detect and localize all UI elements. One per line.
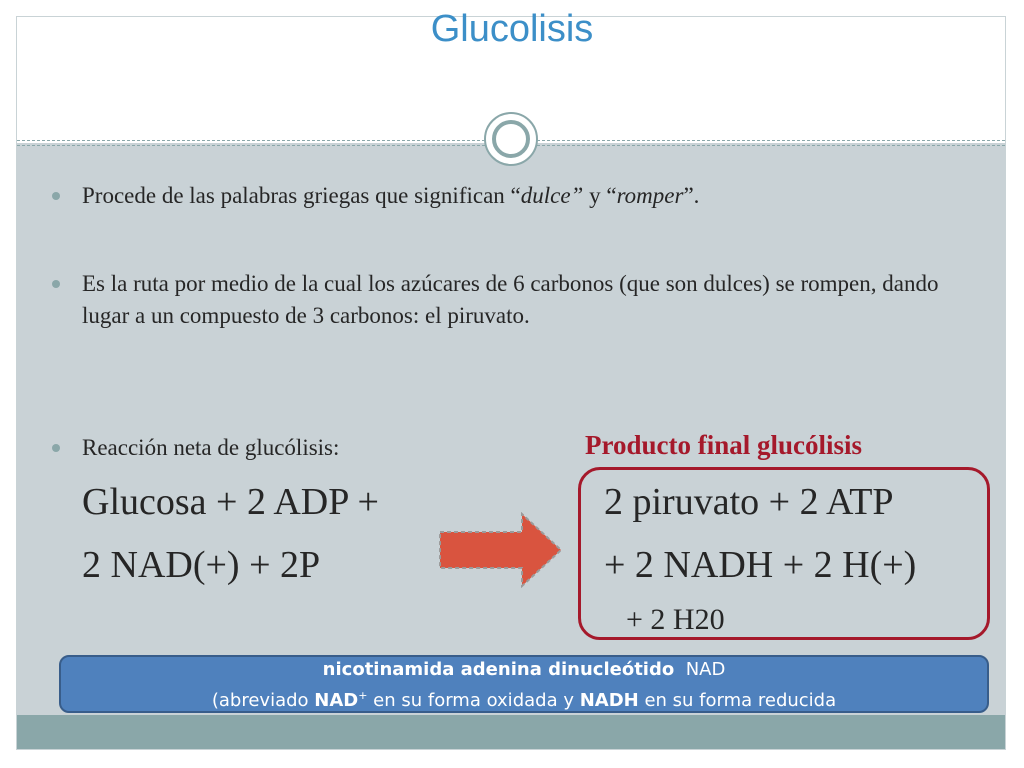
products-line-2: + 2 NADH + 2 H(+) xyxy=(604,544,917,586)
decorative-ring-icon xyxy=(484,112,538,166)
bullet-dot-icon xyxy=(52,280,60,288)
bullet-dot-icon xyxy=(52,192,60,200)
reactants-line-1: Glucosa + 2 ADP + xyxy=(82,481,379,523)
nad-definition-line-2: (abreviado NAD+ en su forma oxidada y NADH en su forma reducida xyxy=(211,689,837,711)
products-line-3: + 2 H20 xyxy=(626,603,725,636)
bullet-net-reaction: Reacción neta de glucólisis: xyxy=(52,432,339,464)
products-line-1: 2 piruvato + 2 ATP xyxy=(604,481,894,523)
product-title: Producto final glucólisis xyxy=(585,430,863,460)
reaction-arrow-icon xyxy=(438,512,564,588)
nad-definition-box xyxy=(59,655,989,713)
bullet-definition: Es la ruta por medio de la cual los azúcares de 6 carbonos (que son dulces) se rompen, dando lugar a un compuesto de 3 carbonos: el piruvato. xyxy=(52,268,952,332)
footer-band xyxy=(17,715,1005,749)
reactants-line-2: 2 NAD(+) + 2P xyxy=(82,544,321,586)
bullet-dot-icon xyxy=(52,444,60,452)
nad-definition-line-1: nicotinamida adenina dinucleótido NAD xyxy=(322,659,726,680)
page-title: Glucolisis xyxy=(430,8,594,50)
bullet-origin: Procede de las palabras griegas que significan “dulce” y “romper”. xyxy=(52,180,699,212)
